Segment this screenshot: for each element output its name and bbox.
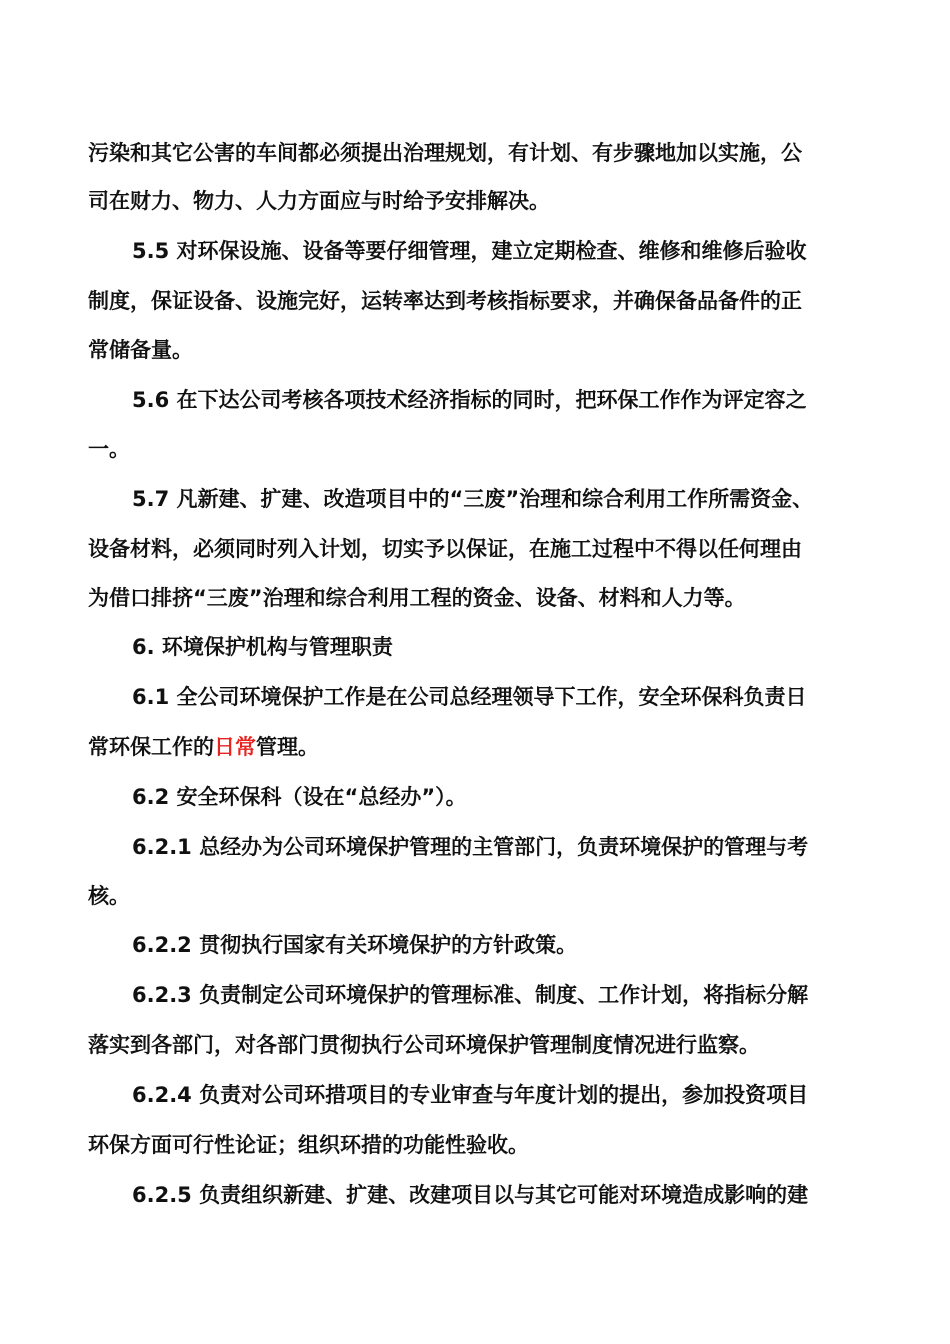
text-segment: 管理。 bbox=[256, 735, 319, 759]
section-6-heading: 6. 环境保护机构与管理职责 bbox=[132, 635, 393, 659]
section-6-2-4-line: 6.2.4 负责对公司环措项目的专业审查与年度计划的提出，参加投资项目 bbox=[132, 1083, 809, 1107]
section-6-2-1-line: 6.2.1 总经办为公司环境保护管理的主管部门，负责环境保护的管理与考 bbox=[132, 835, 809, 859]
section-6-2-2-line: 6.2.2 贯彻执行国家有关环境保护的方针政策。 bbox=[132, 933, 578, 957]
text-segment: 常环保工作的 bbox=[88, 735, 214, 759]
section-6-2-line: 6.2 安全环保科（设在“总经办”）。 bbox=[132, 785, 467, 809]
text-line: 落实到各部门，对各部门贯彻执行公司环境保护管理制度情况进行监察。 bbox=[88, 1033, 760, 1057]
text-line: 常储备量。 bbox=[88, 338, 193, 362]
text-line: 环保方面可行性论证；组织环措的功能性验收。 bbox=[88, 1133, 529, 1157]
text-line: 设备材料，必须同时列入计划，切实予以保证，在施工过程中不得以任何理由 bbox=[88, 537, 802, 561]
text-line: 污染和其它公害的车间都必须提出治理规划，有计划、有步骤地加以实施，公 bbox=[88, 141, 802, 165]
text-line: 一。 bbox=[88, 437, 130, 461]
text-line: 为借口排挤“三废”治理和综合利用工程的资金、设备、材料和人力等。 bbox=[88, 586, 746, 610]
section-6-2-5-line: 6.2.5 负责组织新建、扩建、改建项目以与其它可能对环境造成影响的建 bbox=[132, 1183, 809, 1207]
section-5-5-line: 5.5 对环保设施、设备等要仔细管理，建立定期检查、维修和维修后验收 bbox=[132, 239, 807, 263]
section-5-6-line: 5.6 在下达公司考核各项技术经济指标的同时，把环保工作作为评定容之 bbox=[132, 388, 807, 412]
highlighted-text: 日常 bbox=[214, 735, 256, 759]
section-6-2-3-line: 6.2.3 负责制定公司环境保护的管理标准、制度、工作计划，将指标分解 bbox=[132, 983, 809, 1007]
section-5-7-line: 5.7 凡新建、扩建、改造项目中的“三废”治理和综合利用工作所需资金、 bbox=[132, 487, 814, 511]
section-6-1-line: 6.1 全公司环境保护工作是在公司总经理领导下工作，安全环保科负责日 bbox=[132, 685, 807, 709]
text-line: 制度，保证设备、设施完好，运转率达到考核指标要求，并确保备品备件的正 bbox=[88, 289, 802, 313]
text-line-with-highlight bbox=[88, 732, 319, 762]
text-line: 司在财力、物力、人力方面应与时给予安排解决。 bbox=[88, 189, 550, 213]
text-line: 核。 bbox=[88, 884, 130, 908]
